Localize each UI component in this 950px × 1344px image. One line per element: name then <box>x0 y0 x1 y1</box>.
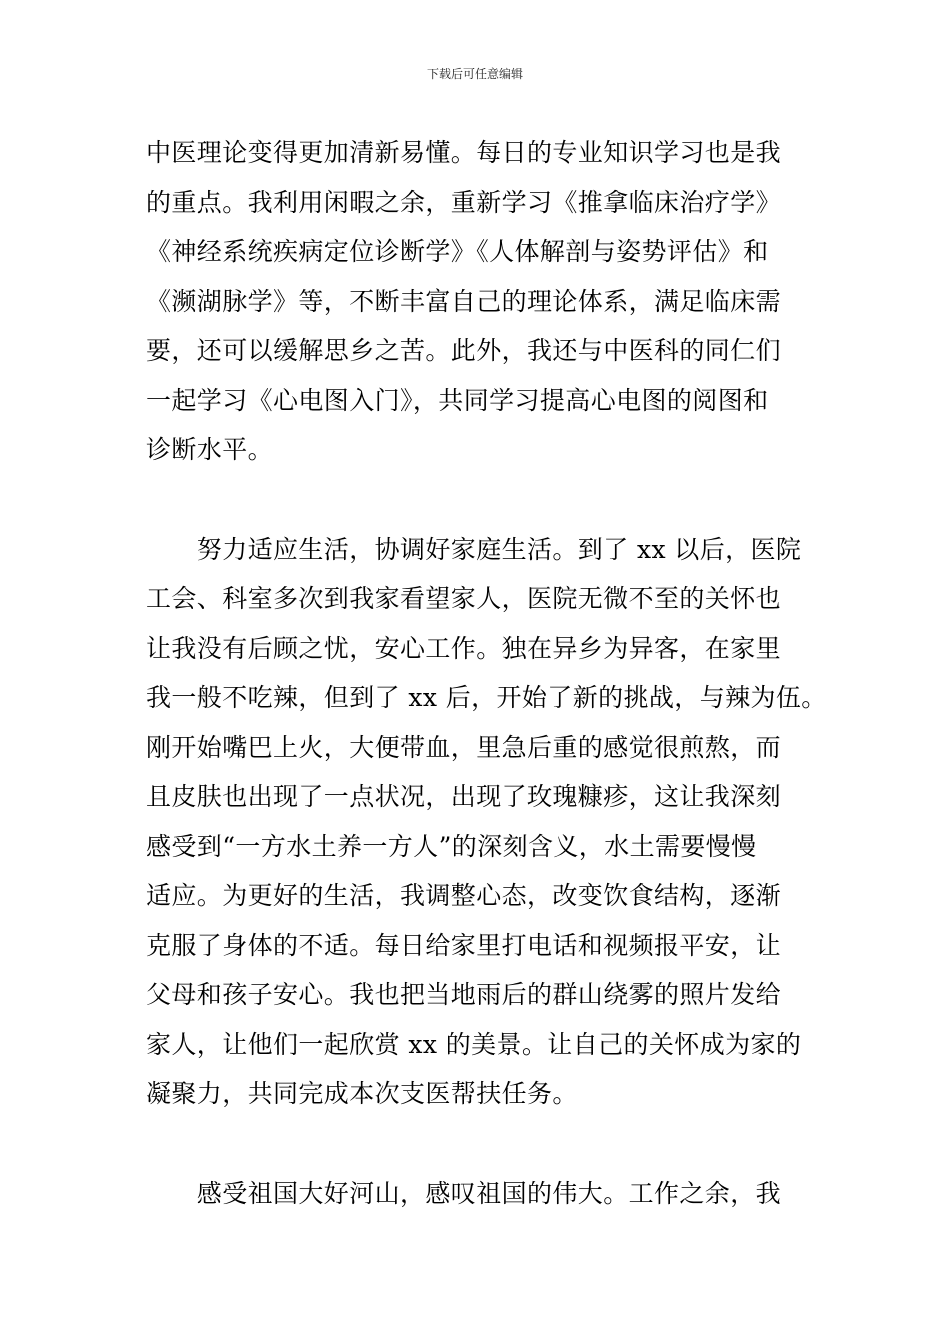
text-line: 的重点。我利用闲暇之余，重新学习《推拿临床治疗学》 <box>146 187 782 217</box>
text-line: 一起学习《心电图入门》，共同学习提高心电图的阅图和 <box>146 385 769 415</box>
text-line: 《濒湖脉学》等，不断丰富自己的理论体系，满足临床需 <box>146 286 782 316</box>
text-line: 诊断水平。 <box>146 435 274 464</box>
text-line: 我一般不吃辣，但到了 xx 后，开始了新的挑战，与辣为伍。 <box>146 683 827 712</box>
text-line: 要，还可以缓解思乡之苦。此外，我还与中医科的同仁们 <box>146 336 782 365</box>
text-line: 感受祖国大好河山，感叹祖国的伟大。工作之余，我 <box>146 1178 782 1208</box>
text-line: 家人，让他们一起欣赏 xx 的美景。让自己的关怀成为家的 <box>146 1029 802 1059</box>
text-line: 刚开始嘴巴上火，大便带血，里急后重的感觉很煎熬，而 <box>146 732 782 762</box>
text-line: 中医理论变得更加清新易懂。每日的专业知识学习也是我 <box>146 138 782 167</box>
text-line: 适应。为更好的生活，我调整心态，改变饮食结构，逐渐 <box>146 881 782 910</box>
text-line: 《神经系统疾病定位诊断学》《人体解剖与姿势评估》和 <box>146 237 769 266</box>
paragraph-spacer <box>146 1119 826 1169</box>
text-line: 克服了身体的不适。每日给家里打电话和视频报平安，让 <box>146 930 782 960</box>
text-line: 凝聚力，共同完成本次支医帮扶任务。 <box>146 1079 578 1108</box>
text-line: 工会、科室多次到我家看望家人，医院无微不至的关怀也 <box>146 584 782 613</box>
paragraph-spacer <box>146 475 826 525</box>
text-line: 且皮肤也出现了一点状况，出现了玫瑰糠疹，这让我深刻 <box>146 782 782 811</box>
text-line: 感受到“一方水土养一方人”的深刻含义，水土需要慢慢 <box>146 831 757 861</box>
text-line: 努力适应生活，协调好家庭生活。到了 xx 以后，医院 <box>146 534 802 564</box>
page-header: 下载后可任意编辑 <box>426 67 523 81</box>
text-line: 让我没有后顾之忧，安心工作。独在异乡为异客，在家里 <box>146 633 782 663</box>
paragraph-1 <box>146 128 826 475</box>
paragraph-3 <box>146 1169 826 1219</box>
document-body <box>146 128 826 1218</box>
text-line: 父母和孩子安心。我也把当地雨后的群山绕雾的照片发给 <box>146 980 782 1009</box>
paragraph-2 <box>146 525 826 1119</box>
